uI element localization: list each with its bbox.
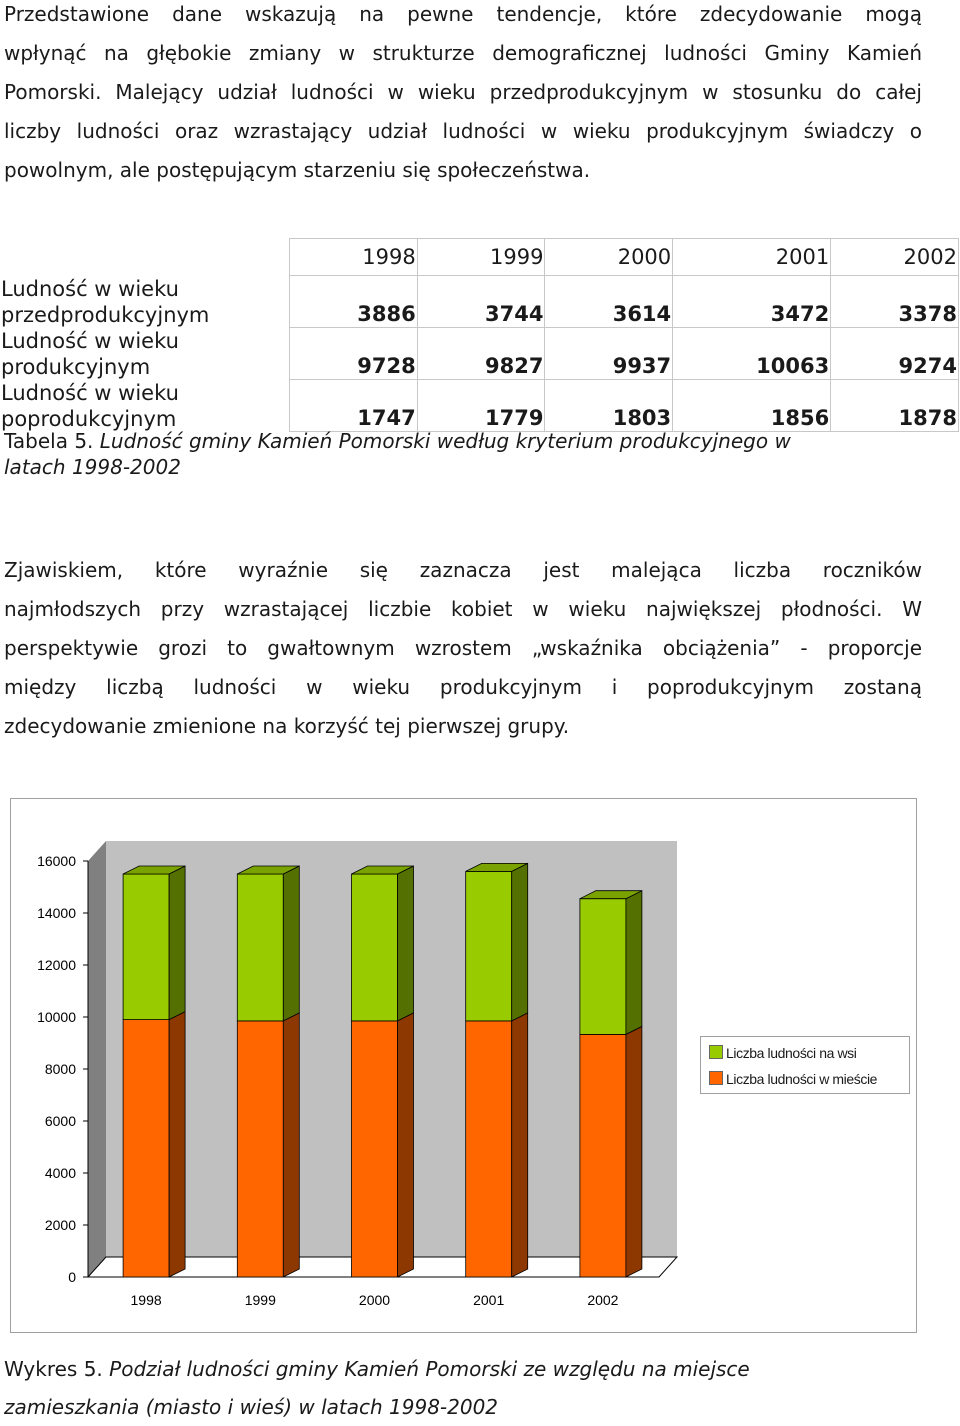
row-label-line: Ludność w wieku [1,328,179,353]
caption-prefix: Wykres 5. [4,1357,103,1381]
row-label-line: przedprodukcyjnym [1,302,210,327]
bar-segment-side [398,1013,414,1277]
table-cell: 9827 [417,328,545,380]
bar-segment-side [169,1012,185,1277]
legend-label: Liczba ludności w mieście [726,1071,878,1087]
table-cell: 1779 [417,380,545,432]
bar-segment-side [398,866,414,1021]
row-label-line: poprodukcyjnym [1,406,177,431]
y-tick-label: 8000 [44,1061,76,1077]
bar-segment-side [512,863,528,1021]
bar-segment [466,1021,512,1277]
table-cell: 3378 [831,276,959,328]
table-cell: 3614 [545,276,673,328]
row-label-line: Ludność w wieku [1,380,179,405]
row-label-line: produkcyjnym [1,354,151,379]
body-line: zdecydowanie zmienione na korzyść tej pierwszej grupy. [4,714,570,738]
table-cell: 10063 [673,328,831,380]
table-row [0,380,959,432]
caption-text: zamieszkania (miasto i wieś) w latach 1998-2002 [4,1395,499,1419]
chart-legend [700,1036,910,1094]
intro-line: liczby ludności oraz wzrastający udział ludności w wieku produkcyjnym świadczy o [4,119,922,143]
bar-segment [466,871,512,1021]
bar-segment [580,1034,626,1277]
chart-side-wall [88,841,106,1277]
table-cell: 1803 [545,380,673,432]
y-tick-label: 16000 [37,853,76,869]
body-line: między liczbą ludności w wieku produkcyjnym i poprodukcyjnym zostaną [4,675,922,699]
y-tick-label: 2000 [44,1217,76,1233]
table-cell: 3472 [673,276,831,328]
table-caption [4,428,924,480]
bar-segment-side [283,866,299,1021]
table-cell: 3744 [417,276,545,328]
row-label [0,276,290,328]
bar-segment [237,1021,283,1277]
year-header: 2001 [673,239,831,276]
bar-segment [352,874,398,1021]
intro-line: Przedstawione dane wskazują na pewne tendencje, które zdecydowanie mogą [4,2,922,26]
bar-segment-side [626,891,642,1035]
table-cell: 9728 [290,328,418,380]
bar-segment [352,1021,398,1277]
year-header: 1998 [290,239,418,276]
bar-segment [237,874,283,1021]
table-cell: 3886 [290,276,418,328]
bar-segment-side [169,866,185,1020]
table-cell: 9274 [831,328,959,380]
table-row [0,276,959,328]
y-tick-label: 6000 [44,1113,76,1129]
legend-swatch [709,1071,723,1085]
year-header: 2002 [831,239,959,276]
table-header-row [0,239,959,276]
bar-segment-side [512,1013,528,1277]
table-cell: 1878 [831,380,959,432]
bar-segment-side [283,1013,299,1277]
row-label-line: Ludność w wieku [1,276,179,301]
x-tick-label: 2002 [587,1292,619,1308]
table-cell: 1747 [290,380,418,432]
intro-paragraph [4,0,922,190]
body-paragraph [4,551,922,746]
x-tick-label: 1999 [244,1292,276,1308]
x-tick-label: 1998 [130,1292,162,1308]
caption-prefix: Tabela 5. [4,429,94,453]
legend-item-rural [709,1045,857,1061]
body-line: Zjawiskiem, które wyraźnie się zaznacza jest malejąca liczba roczników [4,558,922,582]
body-line: perspektywie grozi to gwałtownym wzrostem „wskaźnika obciążenia” - proporcje [4,636,922,660]
intro-line: powolnym, ale postępującym starzeniu się społeczeństwa. [4,158,591,182]
table-corner [0,239,290,276]
x-tick-label: 2000 [358,1292,391,1308]
caption-text: Podział ludności gminy Kamień Pomorski ze względu na miejsce [102,1357,750,1381]
table-row [0,328,959,380]
caption-text: Ludność gminy Kamień Pomorski według kryterium produkcyjnego w [93,429,791,453]
intro-line: Pomorski. Malejący udział ludności w wieku przedprodukcyjnym w stosunku do całej [4,80,922,104]
bar-segment [580,899,626,1035]
legend-item-urban [709,1071,877,1087]
y-tick-label: 14000 [37,905,76,921]
intro-line: wpłynąć na głębokie zmiany w strukturze demograficznej ludności Gminy Kamień [4,41,922,65]
caption-text: latach 1998-2002 [4,455,181,479]
population-table [0,238,959,432]
body-line: najmłodszych przy wzrastającej liczbie kobiet w wieku największej płodności. W [4,597,922,621]
chart-caption [4,1350,924,1426]
year-header: 2000 [545,239,673,276]
table-cell: 9937 [545,328,673,380]
x-tick-label: 2001 [473,1292,505,1308]
y-tick-label: 12000 [37,957,76,973]
row-label [0,380,290,432]
bar-segment [123,874,169,1020]
y-tick-label: 4000 [44,1165,76,1181]
row-label [0,328,290,380]
table-cell: 1856 [673,380,831,432]
y-tick-label: 0 [68,1269,76,1285]
legend-label: Liczba ludności na wsi [726,1045,857,1061]
bar-segment [123,1020,169,1277]
y-tick-label: 10000 [37,1009,76,1025]
bar-segment-side [626,1026,642,1277]
year-header: 1999 [417,239,545,276]
legend-swatch [709,1045,723,1059]
